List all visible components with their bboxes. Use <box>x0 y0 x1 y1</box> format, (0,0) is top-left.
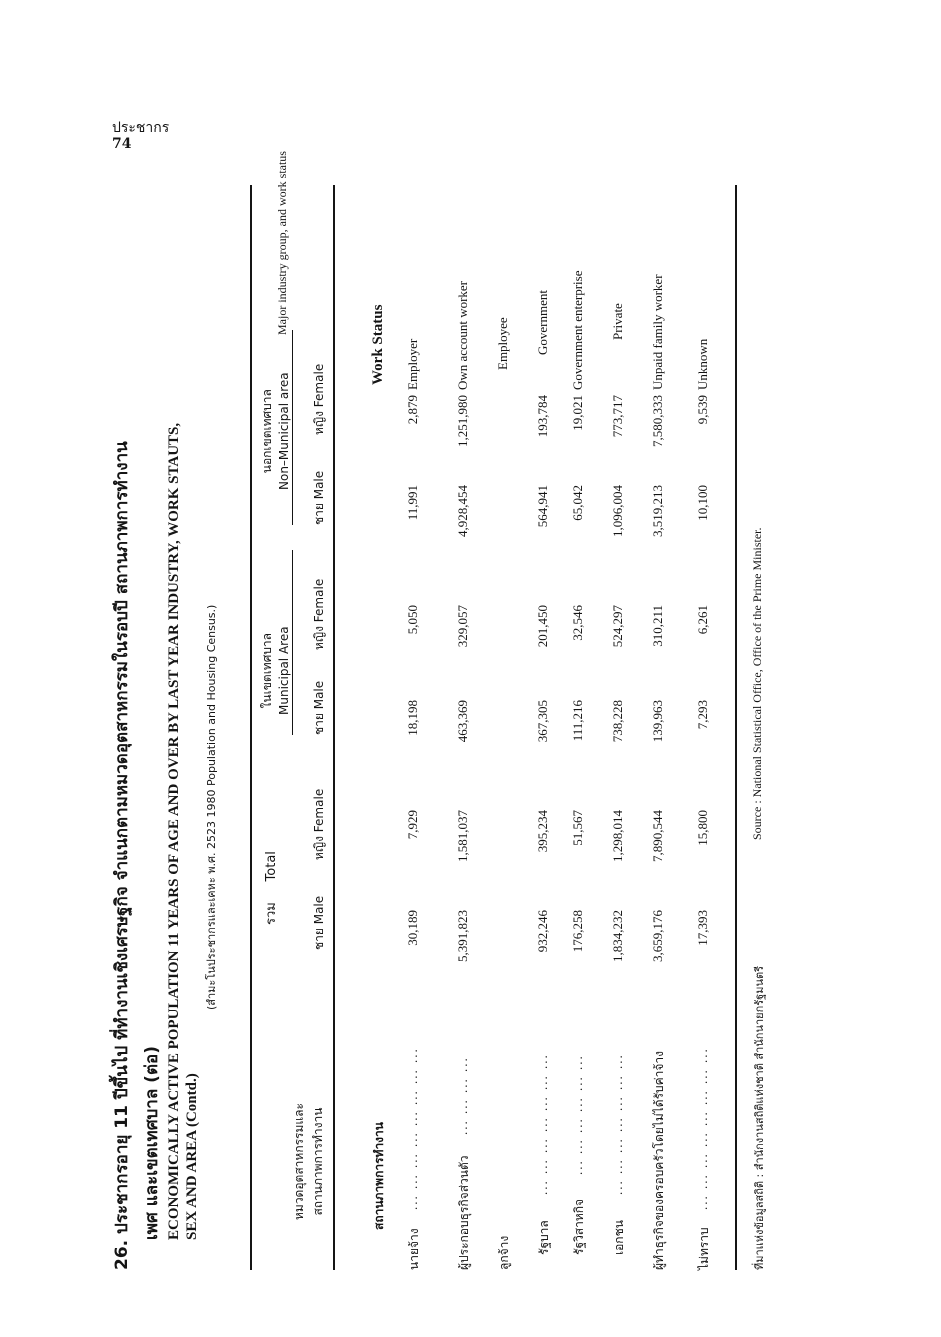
muni-rule <box>292 550 293 735</box>
section-heading-en: Work Status <box>370 304 386 385</box>
rotated-table-page <box>100 151 870 1270</box>
census-note: (สำมะโนประชากรและเคหะ พ.ศ. 2523 1980 Population and Housing Census.) <box>205 604 218 1010</box>
section-label: ประชากร <box>112 120 170 136</box>
table-row: ผู้ประกอบธุรกิจส่วนตัว ... ... ... ... 5,391,823 1,581,037 463,369 329,057 4,928,454 1,251,980 Own account worker <box>455 280 471 1270</box>
table-row: ลูกจ้าง Employee <box>495 317 511 1270</box>
total-female-header: หญิง Female <box>312 788 326 860</box>
muni-female-header: หญิง Female <box>312 578 326 650</box>
table-row: เอกชน ... ... ... ... ... ... ... 1,834,232 1,298,014 738,228 524,297 1,096,004 773,717 Private <box>610 303 626 1255</box>
title-th-line2: เพศ และเขตเทศบาล (ต่อ) <box>142 1046 162 1240</box>
table-row: ไม่ทราบ ... ... ... ... ... ... ... ... 17,393 15,800 7,293 6,261 10,100 9,539 Unknown <box>695 338 711 1270</box>
section-heading-th: สถานภาพการทำงาน <box>372 1122 386 1230</box>
table-row: รัฐบาล ... ... ... ... ... ... ... 932,246 395,234 367,305 201,450 564,941 193,784 Government <box>535 290 551 1255</box>
table-row: นายจ้าง ... ... ... ... ... ... ... ... 30,189 7,929 18,198 5,050 11,991 2,879 Employer <box>405 338 421 1270</box>
page-corner <box>112 120 169 152</box>
source-en: Source : National Statistical Office, Office of the Prime Minister. <box>750 527 764 840</box>
header-non-municipal: นอกเขตเทศบาล Non–Municipal area <box>260 372 291 490</box>
table-row: ผู้ทำธุรกิจของครอบครัวโดยไม่ได้รับค่าจ้าง 3,659,176 7,890,544 139,963 310,211 3,519,213 7,580,333 Unpaid family worker <box>650 274 666 1270</box>
source-th: ที่มาแห่งข้อมูลสถิติ : สำนักงานสถิติแห่งชาติ สำนักนายกรัฐมนตรี <box>753 965 766 1270</box>
header-municipal: ในเขตเทศบาล Municipal Area <box>260 626 291 715</box>
table-number: 26. <box>112 1239 132 1270</box>
header-total: รวม Total <box>264 851 279 925</box>
table-top-rule <box>250 185 252 1270</box>
title-th-line1: 26. ประชากรอายุ 11 ปีขึ้นไป ที่ทำงานเชิงเศรษฐกิจ จำแนกตามหมวดอุตสาหกรรมในรอบปี สถานภาพการทำงาน <box>112 441 132 1270</box>
nonmuni-rule <box>292 330 293 525</box>
table-bottom-rule <box>735 185 737 1270</box>
header-rule <box>333 185 335 1270</box>
nonmuni-female-header: หญิง Female <box>312 363 326 435</box>
total-male-header: ชาย Male <box>312 895 326 950</box>
header-left: หมวดอุตสาหกรรมและ สถานภาพการทำงาน <box>292 1103 325 1220</box>
muni-male-header: ชาย Male <box>312 680 326 735</box>
right-header-label: Major industry group, and work status <box>275 151 289 335</box>
nonmuni-male-header: ชาย Male <box>312 470 326 525</box>
title-en-line2: SEX AND AREA (Contd.) <box>184 1073 200 1240</box>
title-en-line1: ECONOMICALLY ACTIVE POPULATION 11 YEARS OF AGE AND OVER BY LAST YEAR INDUSTRY, WORK STAUTS, <box>166 422 182 1240</box>
page-number: 74 <box>112 136 132 152</box>
table-row: รัฐวิสาหกิจ ... ... ... ... ... ... 176,258 51,567 111,216 32,546 65,042 19,021 Government enterprise <box>570 270 586 1255</box>
